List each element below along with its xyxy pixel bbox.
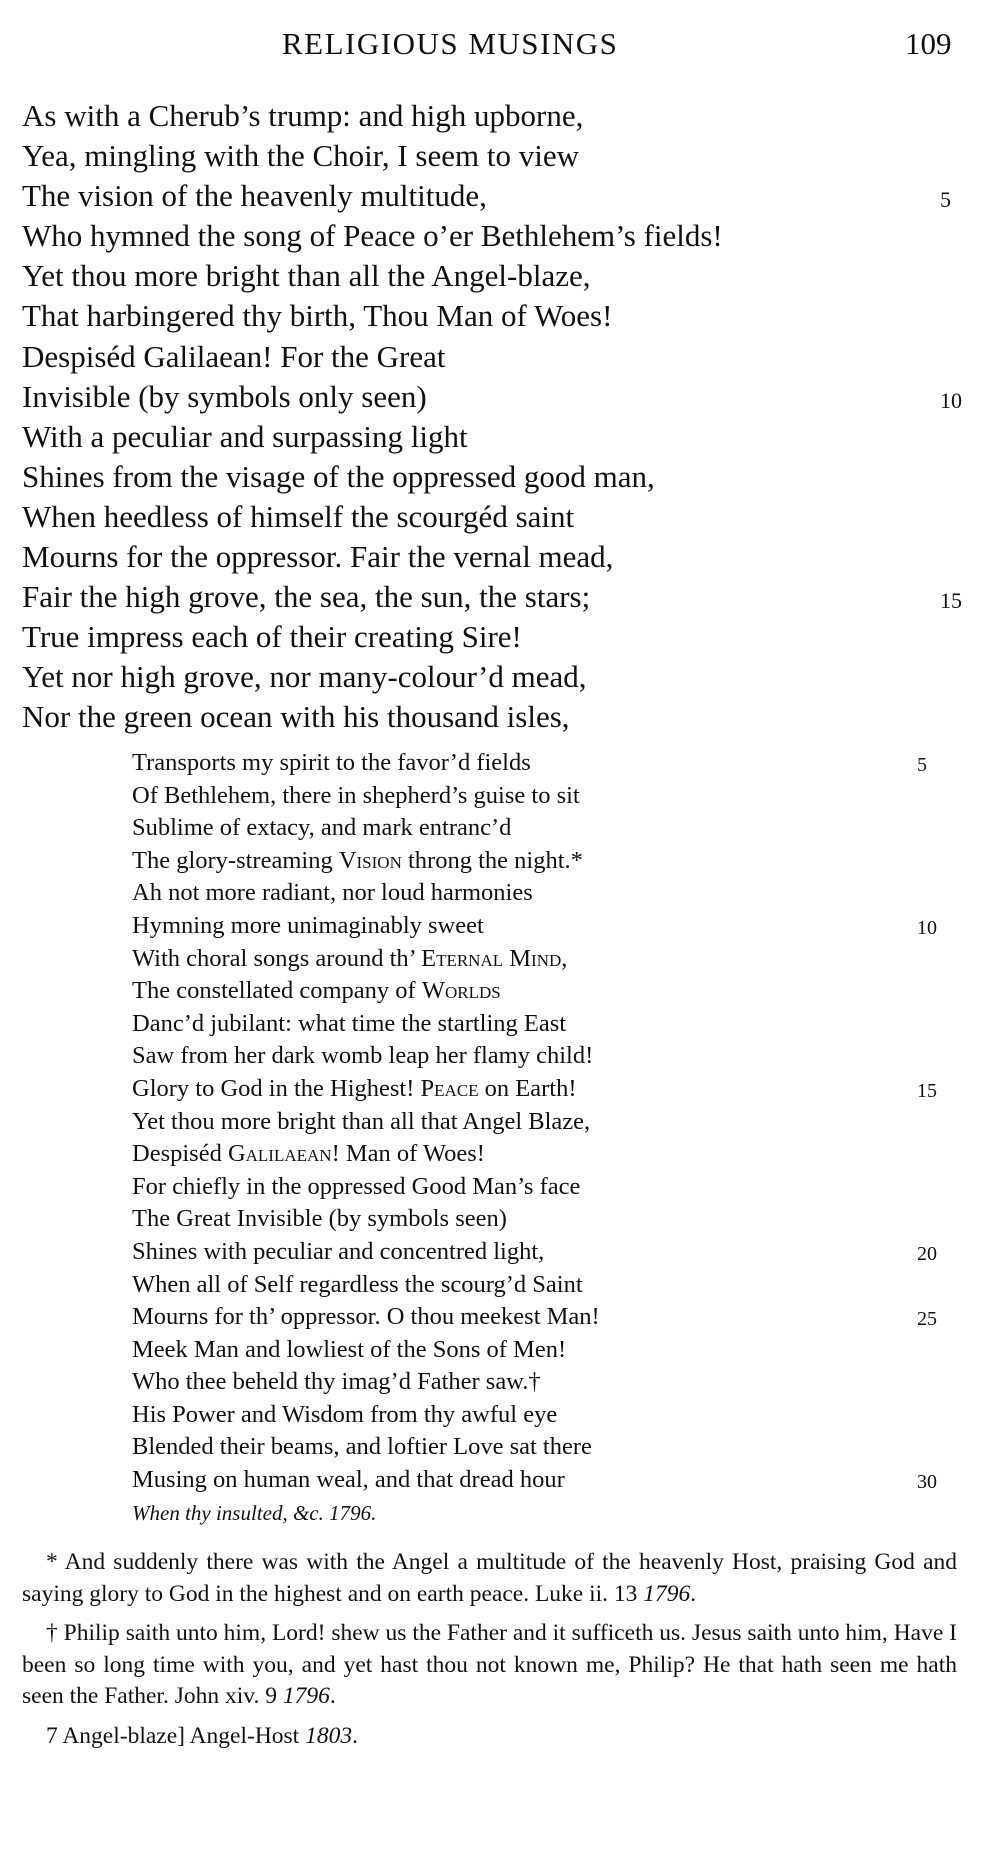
footnote-text: . (352, 1722, 358, 1749)
line-text-segment: Mourns for th’ oppressor. O thou meekest Man! (132, 1303, 600, 1331)
early-version-line (132, 1008, 972, 1041)
early-version-line (132, 1464, 972, 1497)
early-version-line (132, 1301, 972, 1334)
early-version-line (132, 1073, 972, 1106)
line-number: 10 (917, 916, 937, 939)
line-text-segment: Ah not more radiant, nor loud harmonies (132, 879, 533, 907)
line-text-segment: Blended their beams, and loftier Love sat there (132, 1433, 592, 1461)
poem-line-text: Yet thou more bright than all the Angel-blaze, (22, 258, 591, 294)
poem-line-text: Despiséd Galilaean! For the Great (22, 338, 446, 374)
early-version-line (132, 747, 972, 780)
footnote-text: † Philip saith unto him, Lord! shew us the Father and it sufficeth us. Jesus saith unto him, Have I been so long time with you, and yet hast thou not known me, Philip? He that hath seen me hath seen the Father. John xiv. 9 (22, 1620, 957, 1710)
early-version-line (132, 1106, 972, 1139)
early-version-line (132, 1269, 972, 1302)
line-text-segment: throng the night.* (401, 846, 583, 874)
early-version-line (132, 943, 972, 976)
page-header (0, 22, 1000, 66)
line-text-segment: Danc’d jubilant: what time the startling East (132, 1009, 567, 1037)
early-version-line (132, 975, 972, 1008)
early-version-line (132, 1171, 972, 1204)
poem-line (22, 497, 972, 537)
line-text-segment: Transports my spirit to the favor’d fields (132, 749, 531, 776)
line-number: 30 (917, 1471, 937, 1494)
poem-line (22, 697, 972, 737)
early-version-line (132, 1203, 972, 1236)
poem-line (22, 657, 972, 697)
poem-line-text: Invisible (by symbols only seen) (22, 378, 427, 414)
line-text-segment: His Power and Wisdom from thy awful eye (132, 1400, 558, 1428)
line-text-segment: The Great Invisible (by symbols seen) (132, 1205, 507, 1233)
poem-line (22, 256, 972, 296)
poem-line (22, 296, 972, 336)
poem-line (22, 417, 972, 457)
line-number: 20 (917, 1242, 937, 1265)
textual-variant-note (22, 1721, 957, 1753)
line-number: 25 (917, 1308, 937, 1331)
early-version-line (132, 1431, 972, 1464)
poem-line-text: Mourns for the oppressor. Fair the vernal mead, (22, 539, 614, 575)
running-title: RELIGIOUS MUSINGS (282, 26, 619, 61)
line-text-segment: Yet thou more bright than all that Angel Blaze, (132, 1107, 591, 1135)
early-version-line (132, 1138, 972, 1171)
line-number: 15 (917, 1079, 937, 1102)
poem-line (22, 457, 972, 497)
poem-line-text: Who hymned the song of Peace o’er Bethlehem’s fields! (22, 218, 723, 254)
footnote-text: . (329, 1683, 336, 1710)
line-text-segment: The constellated company of (132, 977, 422, 1005)
early-version-line (132, 1366, 972, 1399)
early-version-text (132, 747, 972, 1529)
line-text-segment: With choral songs around th’ (132, 944, 422, 972)
small-caps-word: Peace (420, 1074, 479, 1102)
footnote-date: 1803 (305, 1722, 353, 1749)
poem-line-text: The vision of the heavenly multitude, (22, 178, 487, 214)
line-number: 10 (940, 387, 962, 413)
small-caps-word: Worlds (421, 977, 501, 1005)
line-text-segment: Who thee beheld thy imag’d Father saw.† (132, 1368, 541, 1396)
footnote-text: * And suddenly there was with the Angel a multitude of the heavenly Host, praising God and saying glory to God in the highest and on earth peace. Luke ii. 13 (22, 1549, 957, 1607)
poem-line-text: Nor the green ocean with his thousand isles, (22, 699, 570, 735)
page-number: 109 (905, 26, 952, 61)
poem-line (22, 337, 972, 377)
early-version-line (132, 1236, 972, 1269)
poem-line-text: Shines from the visage of the oppressed good man, (22, 458, 655, 494)
early-version-line (132, 1040, 972, 1073)
early-version-closing-line: When thy insulted, &c. 1796. (132, 1500, 377, 1525)
early-version-line (132, 780, 972, 813)
early-version-line (132, 845, 972, 878)
early-version-line (132, 1399, 972, 1432)
poem-line (22, 96, 972, 136)
line-text-segment: Despiséd (132, 1140, 228, 1168)
line-text-segment: Musing on human weal, and that dread hour (132, 1466, 565, 1494)
footnotes (22, 1547, 957, 1753)
footnote-date: 1796 (643, 1580, 691, 1607)
line-text-segment: , (561, 944, 568, 972)
early-version-line (132, 910, 972, 943)
early-version-line (132, 1334, 972, 1367)
footnote-angel-host (22, 1547, 957, 1610)
poem-line-text: Yet nor high grove, nor many-colour’d mead, (22, 659, 587, 695)
line-text-segment: on Earth! (478, 1074, 577, 1102)
line-number: 15 (940, 588, 962, 614)
footnote-text: . (690, 1580, 697, 1607)
line-text-segment: Shines with peculiar and concentred light, (132, 1237, 545, 1265)
poem-line-text: True impress each of their creating Sire! (22, 619, 522, 655)
poem-line-text: When heedless of himself the scourgéd saint (22, 498, 575, 534)
small-caps-word: Eternal Mind (421, 944, 562, 972)
small-caps-word: Vision (338, 846, 402, 874)
line-text-segment: Saw from her dark womb leap her flamy child! (132, 1042, 594, 1070)
main-poem-text (22, 96, 972, 738)
poem-line (22, 577, 972, 617)
poem-line-text: Yea, mingling with the Choir, I seem to view (22, 138, 580, 174)
line-number: 5 (940, 187, 951, 213)
poem-line (22, 216, 972, 256)
poem-line (22, 377, 972, 417)
poem-line (22, 176, 972, 216)
small-caps-word: Galilaean (227, 1140, 332, 1168)
line-text-segment: Sublime of extacy, and mark entranc’d (132, 814, 512, 842)
poem-line-text: With a peculiar and surpassing light (22, 418, 468, 454)
poem-line-text: That harbingered thy birth, Thou Man of Woes! (22, 298, 613, 334)
poem-line (22, 136, 972, 176)
line-text-segment: When all of Self regardless the scourg’d Saint (132, 1270, 583, 1298)
footnote-date: 1796 (282, 1683, 330, 1710)
poem-line (22, 617, 972, 657)
line-text-segment: ! Man of Woes! (331, 1140, 485, 1168)
line-number: 5 (917, 754, 927, 776)
poem-line-text: As with a Cherub’s trump: and high upborne, (22, 98, 584, 133)
poem-line-text: Fair the high grove, the sea, the sun, the stars; (22, 579, 591, 615)
early-version-line (132, 812, 972, 845)
line-text-segment: Of Bethlehem, there in shepherd’s guise to sit (132, 781, 580, 809)
poem-line (22, 537, 972, 577)
footnote-philip (22, 1618, 957, 1713)
line-text-segment: Meek Man and lowliest of the Sons of Men! (132, 1335, 567, 1363)
line-text-segment: The glory-streaming (132, 846, 339, 874)
line-text-segment: Hymning more unimaginably sweet (132, 911, 484, 939)
early-version-line (132, 877, 972, 910)
line-text-segment: For chiefly in the oppressed Good Man’s face (132, 1172, 581, 1200)
footnote-text: 7 Angel-blaze] Angel-Host (46, 1722, 306, 1749)
line-text-segment: Glory to God in the Highest! (132, 1074, 421, 1102)
